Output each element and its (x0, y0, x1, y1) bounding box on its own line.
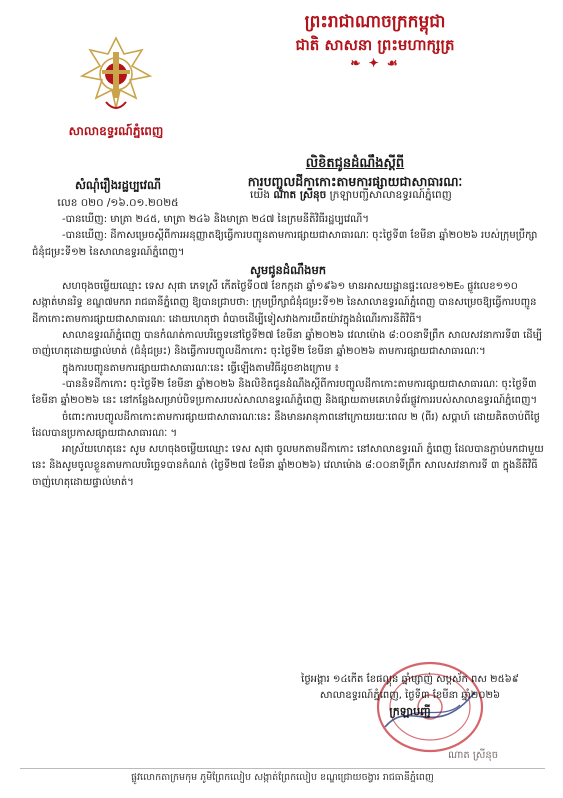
reference-block (28, 176, 208, 212)
reference-number: លេខ ០២០ /១៦.០១.២០២៥ (57, 197, 179, 209)
signatory-role: ក្រឡាបញ្ជី (389, 705, 431, 718)
organization-name: សាលាឧទ្ធរណ៍ភ្នំពេញ (68, 124, 164, 138)
from-name: ណាត ស្រីនុច (273, 189, 327, 201)
seen-clause-1: -បានឃើញ: មាត្រា ២៤៥, មាត្រា ២៤៦ និងមាត្រា ២៤៧ នៃក្រមនីតិវិធីរដ្ឋប្បវេណី។ (62, 214, 369, 225)
from-prefix: យើង (250, 189, 270, 201)
document-body (32, 212, 544, 491)
footer-address: ផ្លូវលោកតាក្រមកុម ភូមិព្រែកលៀប សង្កាត់ព្រែកលៀប ខណ្ឌជ្រោយចង្វារ រាជធានីភ្នំពេញ (131, 772, 434, 783)
reference-office: សំណុំរឿងរដ្ឋប្បវេណី (74, 178, 162, 192)
title-line-1: លិខិតជូនដំណឹងស្តីពី (305, 156, 405, 171)
closing-block (270, 672, 550, 720)
from-line (250, 189, 550, 204)
signatory-name: ណាត ស្រីនុច (448, 750, 499, 761)
lunar-date: ថ្ងៃអង្គារ ១៤កើត ខែផល្គុន ឆ្នាំម្សាញ់ សប្តស័ក ពស ២៥៦៩ (301, 674, 519, 685)
footer-divider (20, 768, 545, 769)
paragraph-4: -បាននិទដីកាកោះ ចុះថ្ងៃទី២ ខែមីនា ឆ្នាំ២០២៦ និងលិខិតជូនដំណឹងស្តីពីការបញ្ចូលដីកាកោះតាមការផ្សាយជាសាធារណៈ ចុះថ្ងៃទី៣ ខែមីនា ឆ្នាំ២០២៦ នេះ នៅកន្លែងសម្រាប់បិទប្រកាសរបស់សាលាឧទ្ធរណ៍ភ្នំពេញ និងផ្សាយតាមគេហទំព័រផ្លូវការរបស់សាលាឧទ្ធរណ៍ភ្នំពេញ។ (32, 378, 538, 407)
title-line-2: ការបញ្ចូលដីកាកោះតាមការផ្សាយជាសាធារណៈ (247, 174, 463, 189)
kingdom-title: ព្រះរាជាណាចក្រកម្ពុជា (304, 12, 446, 32)
document-title (160, 155, 550, 191)
from-suffix: ក្រឡាបញ្ជីសាលាឧទ្ធរណ៍ភ្នំពេញ (329, 189, 452, 201)
court-emblem-icon (66, 32, 166, 122)
notice-heading: សូមជូនដំណឹងមក (249, 262, 327, 277)
seen-clause-2: -បានឃើញ: ដីកាសម្រេចស្តីពីការអនុញ្ញាតឱ្យធ្វើការបញ្ជូនតាមការផ្សាយជាសាធារណៈ ចុះថ្ងៃទី៣ ខែមីនា ឆ្នាំ២០២៦ របស់ក្រុមប្រឹក្សាជំនុំជម្រះទី១២ នៃសាលាឧទ្ធរណ៍ភ្នំពេញ។ (32, 230, 538, 258)
paragraph-6: អាស្រ័យហេតុនេះ សូម សហចុងចម្លើយឈ្មោះ ទេស សុផា ចូលមកតាមដីកាកោះ នៅសាលាឧទ្ធរណ៍ ភ្នំពេញ ដែលបានភ្ជាប់មកជាមួយនេះ និងសូមចូលខ្លួនតាមកាលបរិច្ឆេទបានកំណត់ (ថ្ងៃទី២៧ ខែមីនា ឆ្នាំ២០២៦) វេលាម៉ោង ៨:០០នាទីព្រឹក សាលសវនាការទី ៣ ក្នុងនីតិវិធីចាញ់ហេតុដោយផ្ទាល់មាត់។ (32, 444, 544, 488)
paragraph-5: ចំពោះការបញ្ចូលដីកាកោះតាមការផ្សាយជាសាធារណៈនេះ នឹងមានអានុភាពនៅក្រោយរយៈពេល ២ (ពីរ) សប្តាហ៍ ដោយគិតចាប់ពីថ្ងៃដែលបានប្រកាសផ្សាយជាសាធារណៈ ។ (32, 411, 540, 439)
paragraph-3: ក្នុងការបញ្ជូនតាមការផ្សាយជាសាធារណៈនេះ ធ្វើឡើងតាមវិធីដូចខាងក្រោម ៖ (62, 362, 339, 374)
ornament-divider: ❧ ✦ ☙ (350, 56, 400, 70)
paragraph-1: សហចុងចម្លើយឈ្មោះ ទេស សុផា ភេទស្រី កើតថ្ងៃទី០៧ ខែកក្កដា ឆ្នាំ១៩៦១ មានអាសយដ្ឋានផ្ទះលេខ១២E₀ ផ្លូវលេខ១១០ សង្កាត់មានរិទ្ធ ខណ្ឌ៧មករា រាជធានីភ្នំពេញ ឱ្យបានជ្រាបថា: ក្រុមប្រឹក្សាជំនុំជម្រះទី១២ នៃសាលាឧទ្ធរណ៍ភ្នំពេញ បានសម្រេចឱ្យធ្វើការបញ្ជូនដីកាកោះតាមការផ្សាយជាសាធារណៈ ដោយហេតុថា ពំបាចដើម្បីទៀសវាងការយឺតយ៉ាវក្នុងដំណើរការនីតិវិធី។ (32, 281, 537, 325)
kingdom-motto: ជាតិ សាសនា ព្រះមហាក្សត្រ (295, 36, 455, 54)
kingdom-header (200, 10, 550, 70)
paragraph-2: សាលាឧទ្ធរណ៍ភ្នំពេញ បានកំណត់កាលបរិច្ឆេទនៅថ្ងៃទី២៧ ខែមីនា ឆ្នាំ២០២៦ វេលាម៉ោង ៨:០០នាទីព្រឹក សាលសវនាការទី៣ ដើម្បីចាញ់ហេតុដោយផ្ទាល់មាត់ (ជំនុំជម្រះ) និងធ្វើការបញ្ចូលដីកាកោះ ចុះថ្ងៃទី២ ខែមីនា ឆ្នាំ២០២៦ តាមការផ្សាយជាសាធារណៈ។ (32, 330, 542, 358)
place-date: សាលាឧទ្ធរណ៍ភ្នំពេញ, ថ្ងៃទី៣ ខែមីនា ឆ្នាំ២០២៦ (319, 690, 501, 701)
